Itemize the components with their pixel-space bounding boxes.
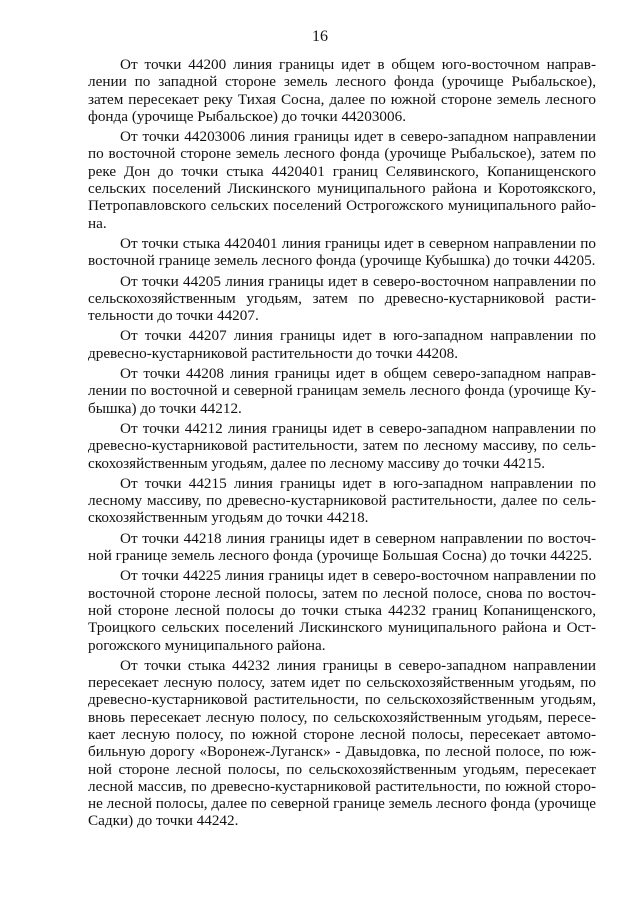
paragraph: От точки 44208 линия границы идет в общем северо-западном направлении по восточной и северной границам земель лесного фонда (урочище Кубышка) до точки 44212. xyxy=(88,365,596,417)
paragraph: От точки 44200 линия границы идет в общем юго-восточном направлении по западной стороне земель лесного фонда (урочище Рыбальское), затем пересекает реку Тихая Сосна, далее по южной стороне земель лесного фонда (урочище Рыбальское) до точки 44203006. xyxy=(88,56,596,125)
paragraph: От точки 44212 линия границы идет в северо-западном направлении по древесно-кустарниковой растительности, затем по лесному массиву, по сельскохозяйственным угодьям, далее по лесному массиву до точки 44215. xyxy=(88,419,596,472)
paragraph: От точки 44218 линия границы идет в северном направлении по восточной границе земель лесного фонда (урочище Большая Сосна) до точки 44225. xyxy=(88,529,596,565)
paragraph: От точки стыка 4420401 линия границы идет в северном направлении по восточной границе земель лесного фонда (урочище Кубышка) до точки 44205. xyxy=(88,234,596,270)
paragraph: От точки стыка 44232 линия границы в северо-западном направлении пересекает лесную полосу, затем идет по сельскохозяйственным угодьям, по древесно-кустарниковой растительности, по сельскохозяйственным угодьям, вновь пересекает лесную полосу, по сельскохозяйственным угодьям, пересекает лесную полосу, по южной стороне лесной полосы, пересекает автомобильную дорогу «Воронеж-Луганск» - Давыдовка, по лесной полосе, по южной стороне лесной полосы, по сельскохозяйственным угодьям, пересекает лесной массив, по древесно-кустарниковой растительности, по южной стороне лесной полосы, далее по северной границе земель лесного фонда (урочище Садки) до точки 44242. xyxy=(88,656,596,830)
paragraph: От точки 44225 линия границы идет в северо-восточном направлении по восточной стороне лесной полосы, затем по лесной полосе, снова по восточной стороне лесной полосы до точки стыка 44232 границ Копанищенского, Троицкого сельских поселений Лискинского муниципального района и Острогожского муниципального района. xyxy=(88,567,596,654)
page-number: 16 xyxy=(312,28,328,45)
document-body xyxy=(88,56,596,833)
paragraph: От точки 44203006 линия границы идет в северо-западном направлении по восточной стороне земель лесного фонда (урочище Рыбальское), затем по реке Дон до точки стыка 4420401 границ Селявинского, Копанищенского сельских поселений Лискинского муниципального района и Коротоякского, Петропавловского сельских поселений Острогожского муниципального района. xyxy=(88,128,596,232)
paragraph: От точки 44215 линия границы идет в юго-западном направлении по лесному массиву, по древесно-кустарниковой растительности, далее по сельскохозяйственным угодьям до точки 44218. xyxy=(88,474,596,527)
paragraph: От точки 44205 линия границы идет в северо-восточном направлении по сельскохозяйственным угодьям, затем по древесно-кустарниковой растительности до точки 44207. xyxy=(88,272,596,325)
paragraph: От точки 44207 линия границы идет в юго-западном направлении по древесно-кустарниковой растительности до точки 44208. xyxy=(88,327,596,362)
